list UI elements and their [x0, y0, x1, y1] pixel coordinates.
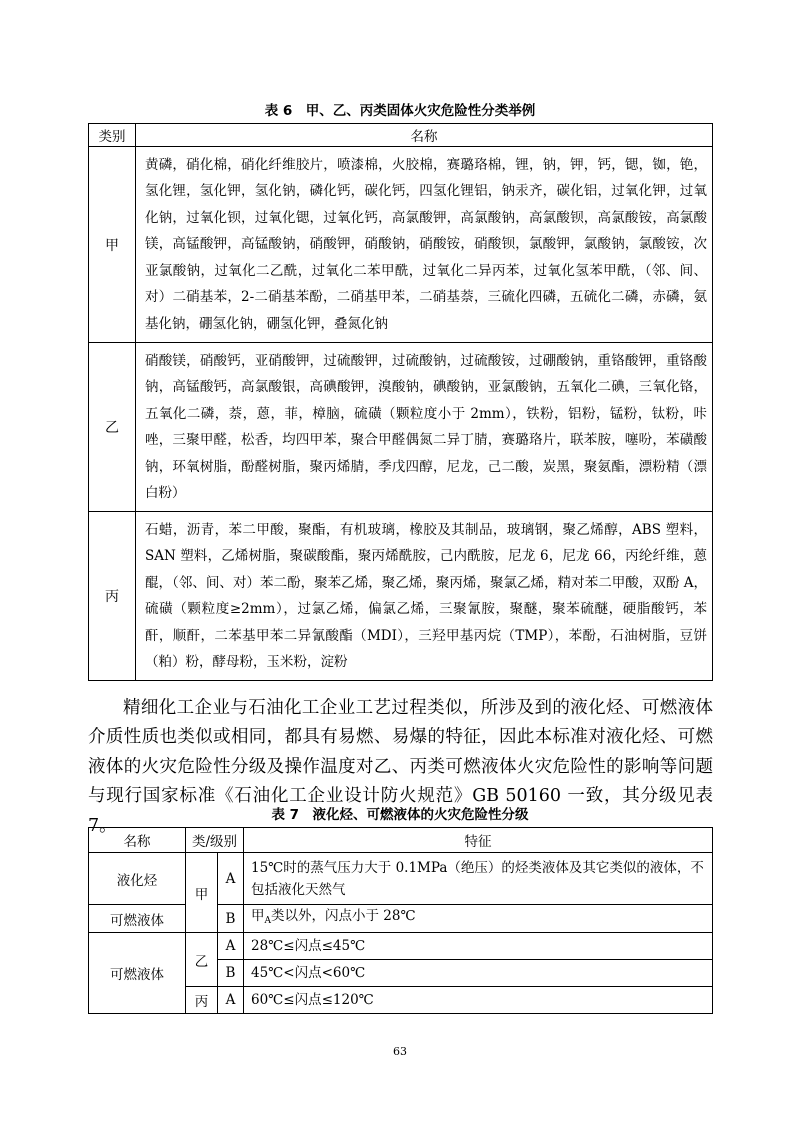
class-cell: 乙 [186, 933, 218, 987]
feature-cell: 45℃<闪点<60℃ [244, 960, 713, 987]
names-cell: 硝酸镁，硝酸钙，亚硝酸钾，过硫酸钾，过硫酸钠，过硫酸铵，过硼酸钠，重铬酸钾，重铬酸钠，高锰酸钙，高氯酸银，高碘酸钾，溴酸钠，碘酸钠，亚氯酸钠，五氧化二碘，三氧化铬，五氧化二磷，萘，蒽，菲，樟脑，硫磺（颗粒度小于 2mm），铁粉，铝粉，锰粉，钛粉，咔唑，三聚甲醛，松香，均四甲苯，聚合甲醛偶氮二异丁腈，赛璐珞片，联苯胺，噻吩，苯磺酸钠，环氧树脂，酚醛树脂，聚丙烯腈，季戊四醇，尼龙，己二酸，炭黑，聚氨酯，漂粉精（漂白粉） [136, 343, 713, 512]
feature-subscript: A [264, 916, 271, 926]
feature-cell [244, 905, 713, 933]
class-cell: 丙 [186, 987, 218, 1014]
table7-caption: 表 7 液化烃、可燃液体的火灾危险性分级 [271, 807, 529, 823]
fire-hazard-liquids-table [88, 827, 713, 1014]
grade-cell: B [218, 905, 244, 933]
name-cell: 可燃液体 [89, 933, 186, 1014]
grade-cell: B [218, 960, 244, 987]
table6-caption: 表 6 甲、乙、丙类固体火灾危险性分类举例 [264, 103, 536, 119]
table-row [89, 853, 713, 905]
feature-cell: 15℃时的蒸气压力大于 0.1MPa（绝压）的烃类液体及其它类似的液体，不包括液化天然气 [244, 853, 713, 905]
header-name: 名称 [136, 124, 713, 147]
grade-cell: A [218, 987, 244, 1014]
feature-cell: 28℃≤闪点≤45℃ [244, 933, 713, 960]
name-cell: 液化烃 [89, 853, 186, 905]
body-paragraph: 精细化工企业与石油化工企业工艺过程类似，所涉及到的液化烃、可燃液体介质性质也类似或相同，都具有易燃、易爆的特征，因此本标准对液化烃、可燃液体的火灾危险性分级及操作温度对乙、丙类可燃液体火灾危险性的影响等问题与现行国家标准《石油化工企业设计防火规范》GB 50160 一致，其分级见表 7。 [88, 697, 713, 836]
table-row [89, 933, 713, 960]
header-feature: 特征 [244, 828, 713, 853]
fire-hazard-solids-table [88, 123, 713, 681]
page-number: 63 [393, 1045, 407, 1058]
feature-rest: 类以外，闪点小于 28℃ [271, 908, 416, 924]
category-cell: 甲 [89, 147, 136, 343]
class-cell: 甲 [186, 853, 218, 933]
header-name: 名称 [89, 828, 186, 853]
feature-cell: 60℃≤闪点≤120℃ [244, 987, 713, 1014]
table-header-row [89, 828, 713, 853]
header-category: 类别 [89, 124, 136, 147]
table-header-row [89, 124, 713, 147]
header-class-grade: 类/级别 [186, 828, 244, 853]
category-cell: 乙 [89, 343, 136, 512]
table-row [89, 512, 713, 681]
table-row [89, 905, 713, 933]
name-cell: 可燃液体 [89, 905, 186, 933]
grade-cell: A [218, 933, 244, 960]
table-row [89, 343, 713, 512]
feature-prefix: 甲 [251, 908, 265, 924]
names-cell: 石蜡，沥青，苯二甲酸，聚酯，有机玻璃，橡胶及其制品，玻璃钢，聚乙烯醇，ABS 塑料，SAN 塑料，乙烯树脂，聚碳酸酯，聚丙烯酰胺，己内酰胺，尼龙 6，尼龙 66，丙纶纤维，蒽醌，（邻、间、对）苯二酚，聚苯乙烯，聚乙烯，聚丙烯，聚氯乙烯，精对苯二甲酸，双酚 A，硫磺（颗粒度≥2mm），过氯乙烯，偏氯乙烯，三聚氰胺，聚醚，聚苯硫醚，硬脂酸钙，苯酐，顺酐，二苯基甲苯二异氰酸酯（MDI），三羟甲基丙烷（TMP），苯酚，石油树脂，豆饼（粕）粉，酵母粉，玉米粉，淀粉 [136, 512, 713, 681]
category-cell: 丙 [89, 512, 136, 681]
grade-cell: A [218, 853, 244, 905]
table-row [89, 147, 713, 343]
names-cell: 黄磷，硝化棉，硝化纤维胶片，喷漆棉，火胶棉，赛璐珞棉，锂，钠，钾，钙，锶，铷，铯，氢化锂，氢化钾，氢化钠，磷化钙，碳化钙，四氢化锂铝，钠汞齐，碳化铝，过氧化钾，过氧化钠，过氧化钡，过氧化锶，过氧化钙，高氯酸钾，高氯酸钠，高氯酸钡，高氯酸铵，高氯酸镁，高锰酸钾，高锰酸钠，硝酸钾，硝酸钠，硝酸铵，硝酸钡，氯酸钾，氯酸钠，氯酸铵，次亚氯酸钠，过氧化二乙酰，过氧化二苯甲酰，过氧化二异丙苯，过氧化氢苯甲酰，（邻、间、对）二硝基苯，2-二硝基苯酚，二硝基甲苯，二硝基萘，三硫化四磷，五硫化二磷，赤磷，氨基化钠，硼氢化钠，硼氢化钾，叠氮化钠 [136, 147, 713, 343]
